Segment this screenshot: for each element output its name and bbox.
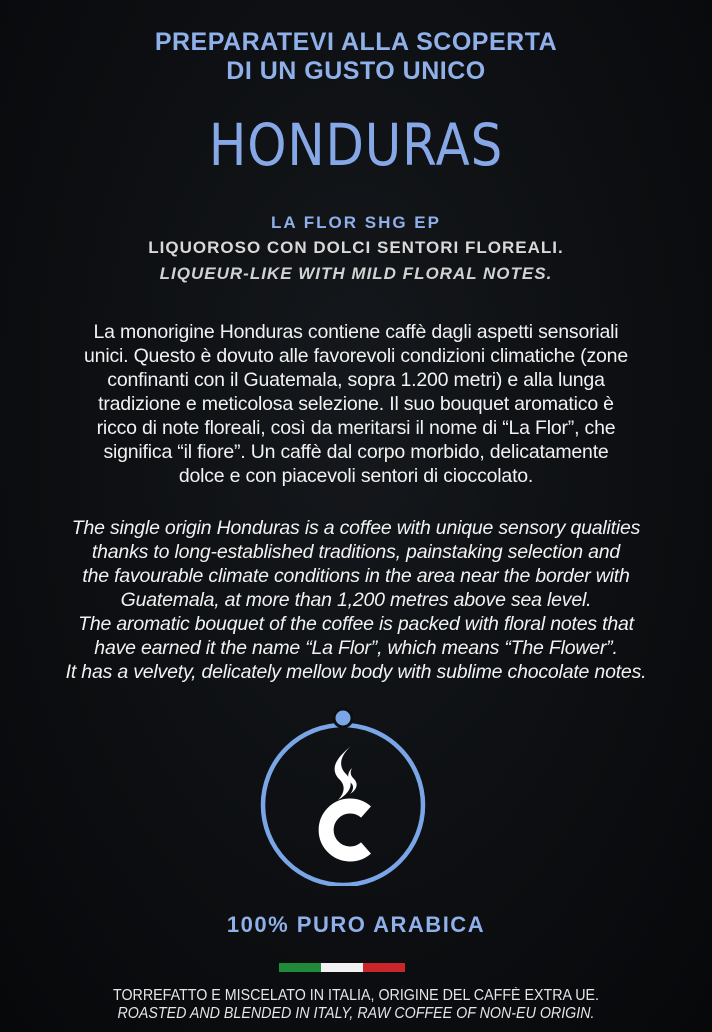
paragraph-italian [10,320,702,488]
letter-c-icon [326,806,366,854]
paragraph-english-line: The single origin Honduras is a coffee with unique sensory qualities [71,517,641,539]
flag-white [321,963,363,972]
paragraph-italian-line: significa “il fiore”. Un caffè dal corpo morbido, delicatamente [103,441,609,463]
origin-note-italian: TORREFATTO E MISCELATO IN ITALIA, ORIGINE DEL CAFFÈ EXTRA UE. [113,987,599,1004]
paragraph-english-line: Guatemala, at more than 1,200 metres above sea level. [120,589,592,611]
paragraph-english-line: The aromatic bouquet of the coffee is packed with floral notes that [78,613,634,635]
product-subtitle: LA FLOR SHG EP [271,213,441,232]
tagline-line-1: PREPARATEVI ALLA SCOPERTA [154,28,558,56]
paragraph-italian-line: confinanti con il Guatemala, sopra 1.200 metri) e alla lunga [107,369,605,391]
product-title: HONDURAS [208,111,504,179]
paragraph-italian-line: tradizione e meticolosa selezione. Il suo bouquet aromatico è [98,393,614,415]
tagline [0,28,712,86]
coffee-c-logo-icon [254,708,432,886]
description-english: LIQUEUR-LIKE WITH MILD FLORAL NOTES. [159,264,553,283]
tagline-line-2: DI UN GUSTO UNICO [226,57,486,85]
paragraph-english-line: the favourable climate conditions in the area near the border with [82,565,630,587]
logo-ring-dot [334,709,352,727]
paragraph-italian-line: La monorigine Honduras contiene caffè dagli aspetti sensoriali [93,321,619,343]
flag-green [279,963,321,972]
paragraph-italian-line: dolce e con piacevoli sentori di cioccolato. [178,465,534,487]
paragraph-english-line: thanks to long-established traditions, painstaking selection and [91,541,621,563]
italian-flag-stripe [279,963,405,972]
steam-swirl-icon [335,746,351,800]
arabica-label: 100% PURO ARABICA [226,912,486,937]
paragraph-italian-line: ricco di note floreali, così da meritarsi il nome di “La Flor”, che [96,417,616,439]
paragraph-italian-line: unici. Questo è dovuto alle favorevoli condizioni climatiche (zone [84,345,628,367]
paragraph-english-line: have earned it the name “La Flor”, which means “The Flower”. [94,637,618,659]
paragraph-english-line: It has a velvety, delicately mellow body with sublime chocolate notes. [65,661,647,683]
origin-note-english: ROASTED AND BLENDED IN ITALY, RAW COFFEE OF NON-EU ORIGIN. [117,1005,595,1022]
flag-red [363,963,405,972]
description-italian: LIQUOROSO CON DOLCI SENTORI FLOREALI. [148,238,564,257]
paragraph-english [10,516,702,684]
